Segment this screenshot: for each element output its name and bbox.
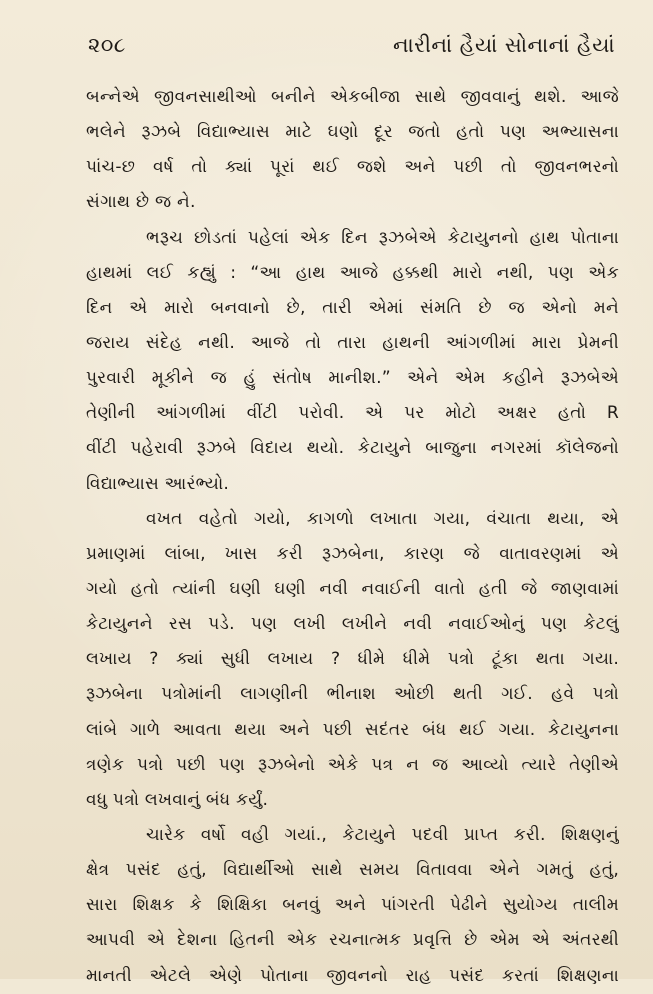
body-line: કેટાયુનને રસ પડે. પણ લખી લખીને નવી નવાઈઓનું પણ કેટલું bbox=[86, 614, 619, 635]
body-line: વખત વહેતો ગયો, કાગળો લખાતા ગયા, વંચાતા થયા, એ bbox=[146, 508, 619, 529]
body-line: લાંબે ગાળે આવતા થયા અને પછી સદંતર બંધ થઈ ગયા. કેટાયુનના bbox=[86, 719, 619, 740]
body-line: ત્રણેક પત્રો પછી પણ રૂઝબેનો એકે પત્ર ન જ આવ્યો ત્યારે તેણીએ bbox=[86, 754, 619, 775]
body-text bbox=[86, 80, 619, 994]
body-line: વિદ્યાભ્યાસ આરંભ્યો. bbox=[86, 473, 230, 494]
body-line: આપવી એ દેશના હિતની એક રચનાત્મક પ્રવૃત્તિ છે એમ એ અંતરથી bbox=[86, 930, 619, 951]
page-header bbox=[88, 28, 615, 62]
body-line: પ્રમાણમાં લાંબા, ખાસ કરી રૂઝબેના, કારણ જે વાતાવરણમાં એ bbox=[86, 543, 619, 564]
body-line: ક્ષેત્ર પસંદ હતું, વિદ્યાર્થીઓ સાથે સમય વિતાવવા એને ગમતું હતું, bbox=[86, 860, 619, 881]
body-line: લખાય ? ક્યાં સુધી લખાય ? ધીમે ધીમે પત્રો ટૂંકા થતા ગયા. bbox=[86, 649, 619, 670]
body-line: ભરૂચ છોડતાં પહેલાં એક દિન રૂઝબેએ કેટાયુનનો હાથ પોતાના bbox=[146, 227, 619, 248]
page-number: ૨૦૮ bbox=[88, 32, 126, 57]
body-line: માનતી એટલે એણે પોતાના જીવનનો રાહ પસંદ કરતાં શિક્ષણના bbox=[86, 965, 619, 986]
body-line: ગયો હતો ત્યાંની ઘણી ઘણી નવી નવાઈની વાતો હતી જે જાણવામાં bbox=[86, 578, 619, 599]
body-line: વીંટી પહેરાવી રૂઝબે વિદાય થયો. કેટાયુને બાજુના નગરમાં કૉલેજનો bbox=[86, 438, 619, 459]
body-line: જરાય સંદેહ નથી. આજે તો તારા હાથની આંગળીમાં મારા પ્રેમની bbox=[86, 332, 619, 353]
body-line: તેણીની આંગળીમાં વીંટી પરોવી. એ પર મોટો અક્ષર હતો R bbox=[86, 403, 619, 424]
body-line: બન્નેએ જીવનસાથીઓ બનીને એકબીજા સાથે જીવવાનું થશે. આજે bbox=[86, 87, 619, 107]
body-line: સારા શિક્ષક કે શિક્ષિકા બનવું અને પાંગરતી પેઢીને સુયોગ્ય તાલીમ bbox=[86, 895, 619, 916]
body-line: હાથમાં લઈ કહ્યું : “આ હાથ આજે હક્કથી મારો નથી, પણ એક bbox=[86, 262, 619, 283]
body-line: સંગાથ છે જ ને. bbox=[86, 192, 196, 213]
body-line: દિન એ મારો બનવાનો છે, તારી એમાં સંમતિ છે જ એનો મને bbox=[86, 297, 619, 318]
body-line: રૂઝબેના પત્રોમાંની લાગણીની ભીનાશ ઓછી થતી ગઈ. હવે પત્રો bbox=[86, 684, 619, 705]
running-title: નારીનાં હૈયાં સોનાનાં હૈયાં bbox=[392, 32, 615, 57]
body-line: ચારેક વર્ષો વહી ગયાં., કેટાયુને પદવી પ્રાપ્ત કરી. શિક્ષણનું bbox=[146, 824, 619, 845]
body-line: પુરવારી મૂકીને જ હું સંતોષ માનીશ.” એને એમ કહીને રૂઝબેએ bbox=[86, 368, 619, 389]
body-line: વધુ પત્રો લખવાનું બંધ કર્યું. bbox=[86, 789, 269, 810]
body-line: ભલેને રૂઝબે વિદ્યાભ્યાસ માટે ઘણો દૂર જતો હતો પણ અભ્યાસના bbox=[86, 122, 619, 143]
body-line: પાંચ-છ વર્ષ તો ક્યાં પૂરાં થઈ જશે અને પછી તો જીવનભરનો bbox=[86, 157, 619, 178]
